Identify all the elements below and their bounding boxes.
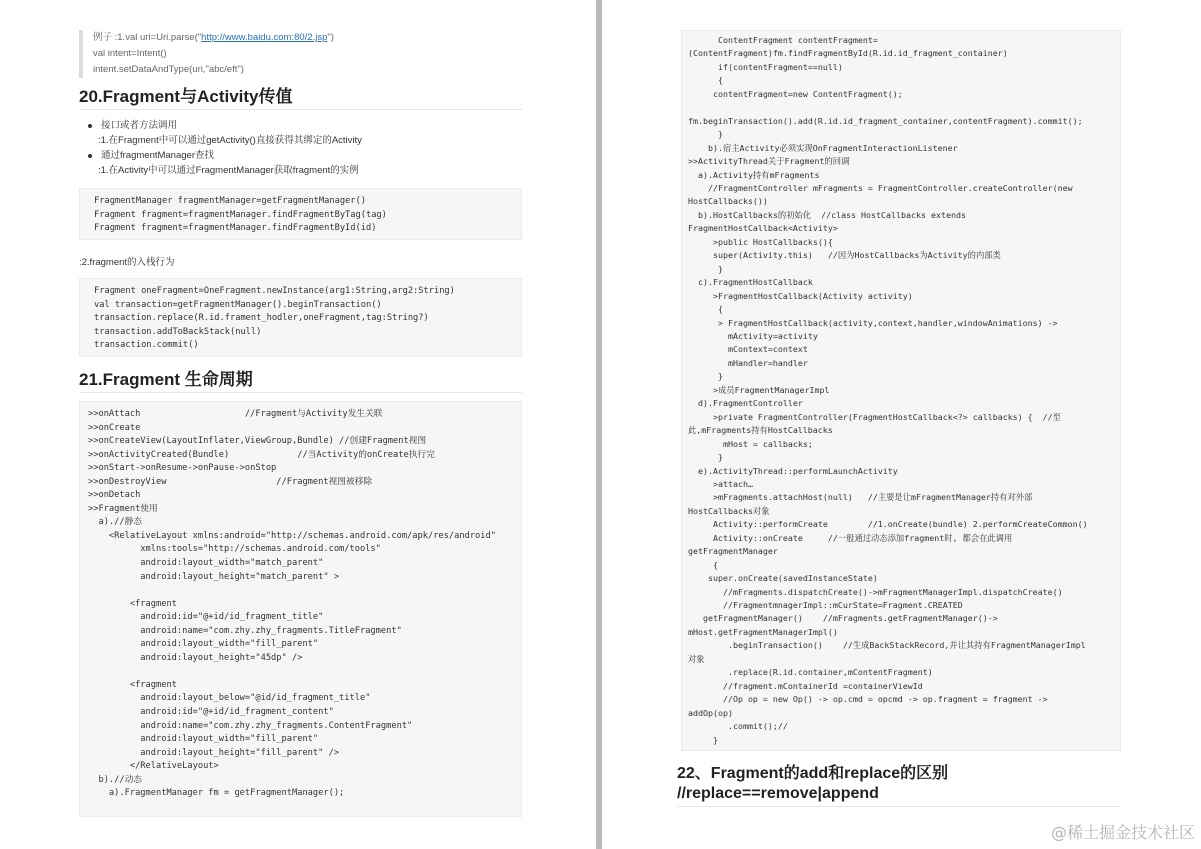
quote-line-1 [93,30,533,46]
watermark: @稀土掘金技术社区 [1050,823,1195,842]
quote-line-1-suffix: ") [327,32,334,43]
section-22-heading-line-1: 22、Fragment的add和replace的区别 [677,765,949,782]
code-block-transaction: Fragment oneFragment=OneFragment.newInstance(arg1:String,arg2:String) val transaction=getFragmentManager().beginTransaction() transaction.replace(R.id.frament_hodler,oneFragment,tag:String?) transaction.addToBackStack(null) transaction.commit() [79,278,522,357]
bullet-item-interface: 接口或者方法调用 [86,118,516,133]
bullet-item-fragment-manager: 通过fragmentManager查找 [86,148,516,163]
example-blockquote [79,30,533,78]
method-bullet-list [86,118,516,178]
code-block-lifecycle: >>onAttach //Fragment与Activity发生关联 >>onCreate >>onCreateView(LayoutInflater,ViewGroup,Bundle) //创建Fragment视图 >>onActivityCreated(Bundle) //当Activity的onCreate执行完 >>onStart->onResume->onPause->onStop >>onDestroyView //Fragment视图被移除 >>onDetach >>Fragment使用 a).//静态 <RelativeLayout xmlns:android="http://schemas.android.com/apk/res/android" xmlns:tools="http://schemas.android.com/tools" android:layout_width="match_parent" android:layout_height="match_parent" > <fragment android:id="@+id/id_fragment_title" android:name="com.zhy.zhy_fragments.TitleFragment" android:layout_width="fill_parent" android:layout_height="45dp" /> <fragment android:layout_below="@id/id_fragment_title" android:id="@+id/id_fragment_content" android:name="com.zhy.zhy_fragments.ContentFragment" android:layout_width="fill_parent" android:layout_height="fill_parent" /> </RelativeLayout> b).//动态 a).FragmentManager fm = getFragmentManager(); [79,401,522,817]
section-22-heading [677,764,1121,807]
right-page [602,0,1201,849]
baidu-link[interactable]: http://www.baidu.com:80/2.jsp [201,32,328,43]
bullet-sub-interface: :1.在Fragment中可以通过getActivity()直接获得其绑定的Activity [98,135,362,146]
quote-line-1-prefix: 例子 :1.val uri=Uri.parse(" [93,32,202,43]
code-block-find-fragment: FragmentManager fragmentManager=getFragmentManager() Fragment fragment=fragmentManager.findFragmentByTag(tag) Fragment fragment=fragmentManager.findFragmentById(id) [79,188,522,240]
backstack-paragraph: :2.fragment的入栈行为 [79,257,175,268]
code-block-fragment-internals: ContentFragment contentFragment= (ContentFragment)fm.findFragmentById(R.id.id_fragment_container) if(contentFragment==null) { contentFragment=new ContentFragment(); fm.beginTransaction().add(R.id.id_fragment_container,contentFragment).commit(); } b).宿主Activity必须实现OnFragmentInteractionListener >>ActivityThread关于Fragment的回调 a).Activity持有mFragments //FragmentController mFragments = FragmentController.createController(new HostCallbacks()) b).HostCallbacks的初始化 //class HostCallbacks extends FragmentHostCallback<Activity> >public HostCallbacks(){ super(Activity.this) //因为HostCallbacks为Activity的内部类 } c).FragmentHostCallback >FragmentHostCallback(Activity activity) { > FragmentHostCallback(activity,context,handler,windowAnimations) -> mActivity=activity mContext=context mHandler=handler } >成员FragmentManagerImpl d).FragmentController >private FragmentController(FragmentHostCallback<?> callbacks) { //至 此,mFragments持有HostCallbacks mHost = callbacks; } e).ActivityThread::performLaunchActivity >attach… >mFragments.attachHost(null) //主要是让mFragmentManager持有对外部 HostCallbacks对象 Activity::performCreate //1.onCreate(bundle) 2.performCreateCommon() Activity::onCreate //一般通过动态添加fragment时, 都会在此调用 getFragmentManager { super.onCreate(savedInstanceState) //mFragments.dispatchCreate()->mFragmentManagerImpl.dispatchCreate() //FragmentmnagerImpl::mCurState=Fragment.CREATED getFragmentManager() //mFragments.getFragmentManager()-> mHost.getFragmentManagerImpl() .beginTransaction() //生成BackStackRecord,并让其持有FragmentManagerImpl 对象 .replace(R.id.container,mContentFragment) //fragment.mContainerId =containerViewId //Op op = new Op() -> op.cmd = opcmd -> op.fragment = fragment -> addOp(op) .commit();// } [681,30,1121,751]
section-22-heading-line-2: //replace==remove|append [677,785,879,802]
quote-line-2: val intent=Intent() [93,48,167,59]
quote-line-3: intent.setDataAndType(uri,"abc/eft") [93,64,244,75]
section-20-heading: 20.Fragment与Activity传值 [79,86,522,110]
left-page [0,0,596,849]
bullet-sub-fragment-manager: :1.在Activity中可以通过FragmentManager获取fragment的实例 [98,165,359,176]
section-21-heading: 21.Fragment 生命周期 [79,369,522,393]
